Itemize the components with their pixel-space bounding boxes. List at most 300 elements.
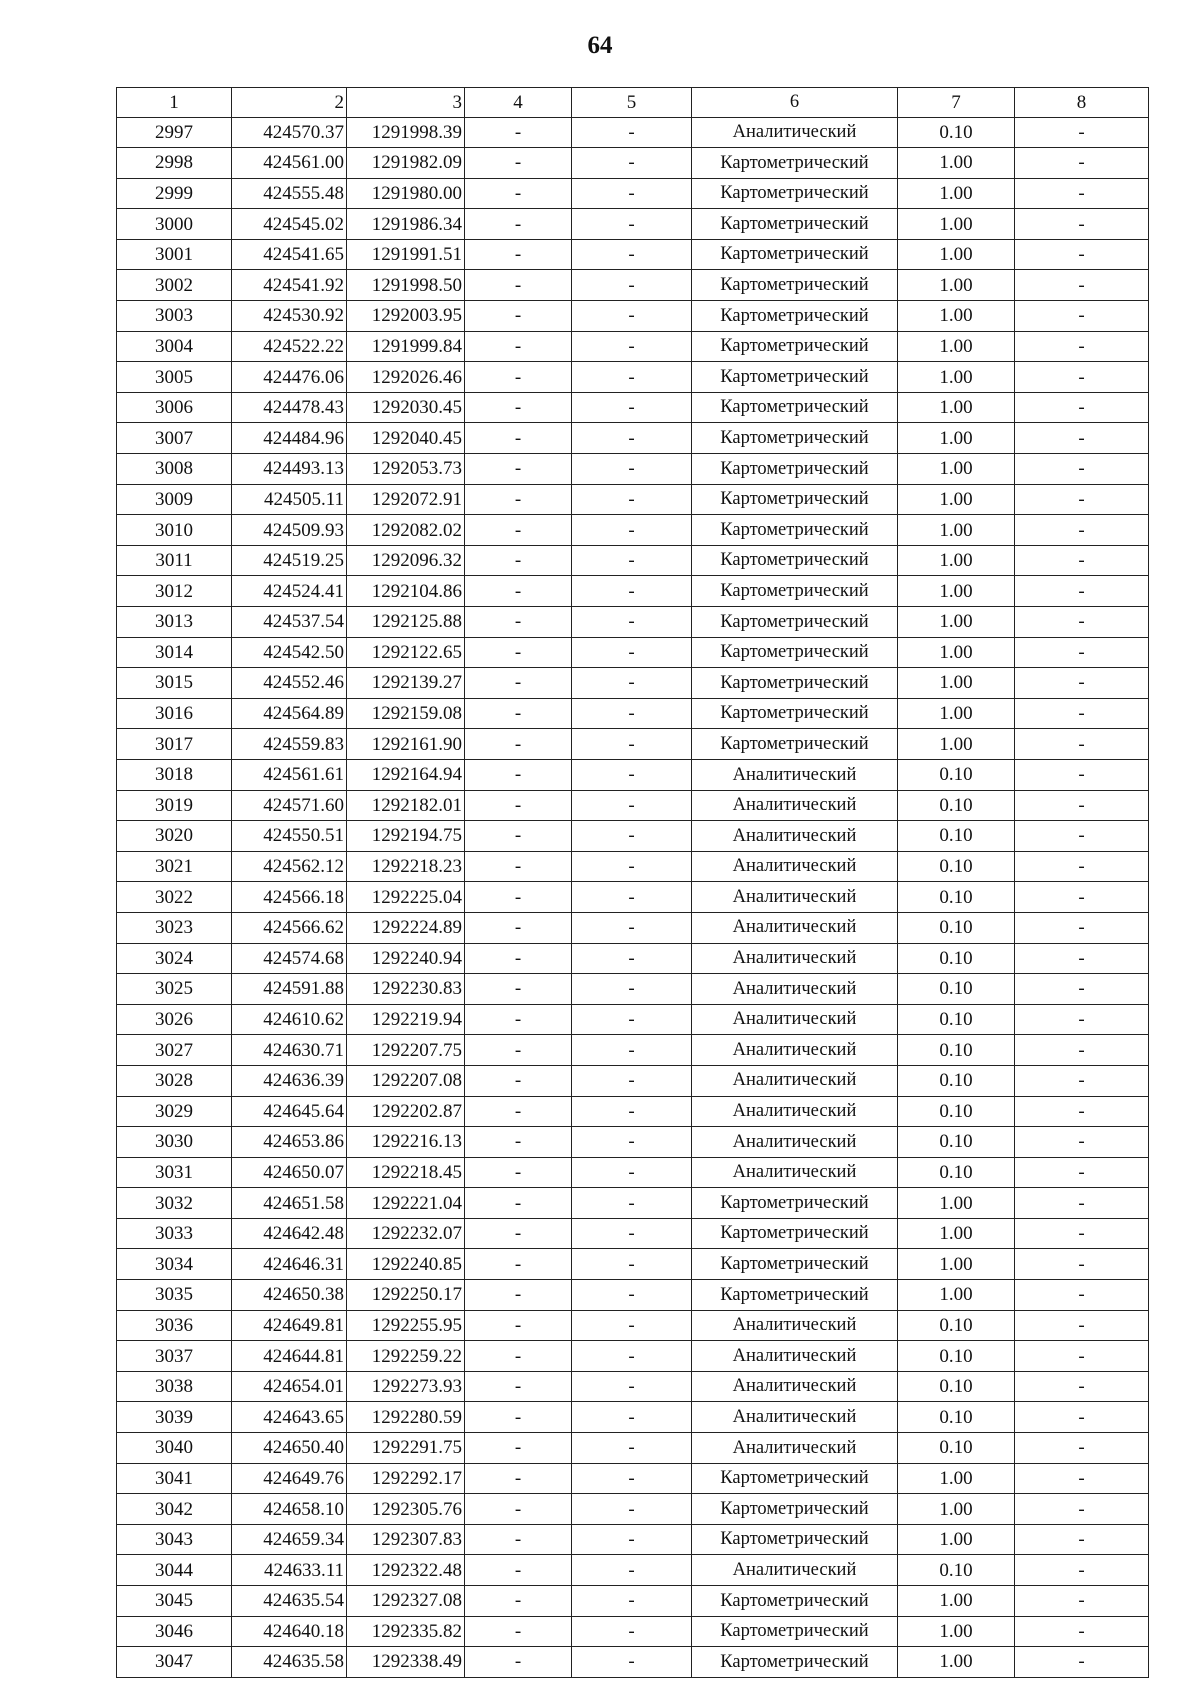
point-number-cell: 3015 <box>117 668 232 699</box>
accuracy-cell: 0.10 <box>898 1157 1015 1188</box>
y-coordinate-cell: 1292219.94 <box>347 1004 465 1035</box>
accuracy-cell: 1.00 <box>898 362 1015 393</box>
table-row <box>117 851 1149 882</box>
col5-cell: - <box>572 515 692 546</box>
table-row <box>117 392 1149 423</box>
method-cell: Картометрический <box>692 515 898 546</box>
col5-cell: - <box>572 1280 692 1311</box>
col5-cell: - <box>572 1341 692 1372</box>
col4-cell: - <box>465 790 572 821</box>
table-row <box>117 515 1149 546</box>
x-coordinate-cell: 424659.34 <box>232 1524 347 1555</box>
y-coordinate-cell: 1292273.93 <box>347 1371 465 1402</box>
col8-cell: - <box>1015 1463 1149 1494</box>
point-number-cell: 3016 <box>117 698 232 729</box>
x-coordinate-cell: 424519.25 <box>232 545 347 576</box>
x-coordinate-cell: 424478.43 <box>232 392 347 423</box>
col8-cell: - <box>1015 576 1149 607</box>
method-cell: Картометрический <box>692 1218 898 1249</box>
point-number-cell: 3009 <box>117 484 232 515</box>
y-coordinate-cell: 1291986.34 <box>347 209 465 240</box>
accuracy-cell: 1.00 <box>898 1647 1015 1678</box>
col5-cell: - <box>572 239 692 270</box>
col8-cell: - <box>1015 423 1149 454</box>
col4-cell: - <box>465 974 572 1005</box>
point-number-cell: 3045 <box>117 1586 232 1617</box>
point-number-cell: 3036 <box>117 1310 232 1341</box>
point-number-cell: 3000 <box>117 209 232 240</box>
method-cell: Аналитический <box>692 1004 898 1035</box>
x-coordinate-cell: 424562.12 <box>232 851 347 882</box>
point-number-cell: 3034 <box>117 1249 232 1280</box>
method-cell: Картометрический <box>692 576 898 607</box>
col4-cell: - <box>465 1371 572 1402</box>
accuracy-cell: 0.10 <box>898 1433 1015 1464</box>
point-number-cell: 3006 <box>117 392 232 423</box>
accuracy-cell: 0.10 <box>898 1402 1015 1433</box>
table-row <box>117 698 1149 729</box>
method-cell: Картометрический <box>692 729 898 760</box>
y-coordinate-cell: 1292202.87 <box>347 1096 465 1127</box>
y-coordinate-cell: 1292207.75 <box>347 1035 465 1066</box>
column-header-4: 4 <box>465 88 572 118</box>
method-cell: Картометрический <box>692 1647 898 1678</box>
x-coordinate-cell: 424561.61 <box>232 759 347 790</box>
y-coordinate-cell: 1292104.86 <box>347 576 465 607</box>
y-coordinate-cell: 1292322.48 <box>347 1555 465 1586</box>
accuracy-cell: 0.10 <box>898 1065 1015 1096</box>
page-number: 64 <box>587 32 613 59</box>
col4-cell: - <box>465 1035 572 1066</box>
table-row <box>117 1586 1149 1617</box>
method-cell: Аналитический <box>692 912 898 943</box>
x-coordinate-cell: 424541.92 <box>232 270 347 301</box>
table-row <box>117 1463 1149 1494</box>
col8-cell: - <box>1015 178 1149 209</box>
method-cell: Аналитический <box>692 1402 898 1433</box>
table-row <box>117 1218 1149 1249</box>
point-number-cell: 2997 <box>117 117 232 148</box>
method-cell: Аналитический <box>692 759 898 790</box>
method-cell: Картометрический <box>692 362 898 393</box>
table-row <box>117 1004 1149 1035</box>
accuracy-cell: 1.00 <box>898 698 1015 729</box>
col5-cell: - <box>572 148 692 179</box>
accuracy-cell: 1.00 <box>898 423 1015 454</box>
x-coordinate-cell: 424574.68 <box>232 943 347 974</box>
col5-cell: - <box>572 759 692 790</box>
x-coordinate-cell: 424644.81 <box>232 1341 347 1372</box>
col4-cell: - <box>465 943 572 974</box>
method-cell: Картометрический <box>692 209 898 240</box>
col8-cell: - <box>1015 1127 1149 1158</box>
table-row <box>117 637 1149 668</box>
col4-cell: - <box>465 148 572 179</box>
x-coordinate-cell: 424545.02 <box>232 209 347 240</box>
point-number-cell: 3023 <box>117 912 232 943</box>
col5-cell: - <box>572 1157 692 1188</box>
method-cell: Картометрический <box>692 454 898 485</box>
point-number-cell: 3012 <box>117 576 232 607</box>
y-coordinate-cell: 1292164.94 <box>347 759 465 790</box>
method-cell: Картометрический <box>692 1524 898 1555</box>
table-row <box>117 668 1149 699</box>
col8-cell: - <box>1015 1280 1149 1311</box>
col8-cell: - <box>1015 1310 1149 1341</box>
col4-cell: - <box>465 270 572 301</box>
col5-cell: - <box>572 576 692 607</box>
y-coordinate-cell: 1292218.45 <box>347 1157 465 1188</box>
col8-cell: - <box>1015 637 1149 668</box>
accuracy-cell: 1.00 <box>898 729 1015 760</box>
x-coordinate-cell: 424555.48 <box>232 178 347 209</box>
col4-cell: - <box>465 668 572 699</box>
col4-cell: - <box>465 1402 572 1433</box>
col8-cell: - <box>1015 545 1149 576</box>
col8-cell: - <box>1015 1647 1149 1678</box>
point-number-cell: 2999 <box>117 178 232 209</box>
col5-cell: - <box>572 668 692 699</box>
col8-cell: - <box>1015 515 1149 546</box>
point-number-cell: 3013 <box>117 607 232 638</box>
x-coordinate-cell: 424552.46 <box>232 668 347 699</box>
col5-cell: - <box>572 1586 692 1617</box>
table-row <box>117 1127 1149 1158</box>
column-header-5: 5 <box>572 88 692 118</box>
table-header-row <box>117 88 1149 118</box>
accuracy-cell: 1.00 <box>898 301 1015 332</box>
point-number-cell: 3014 <box>117 637 232 668</box>
col5-cell: - <box>572 1402 692 1433</box>
accuracy-cell: 0.10 <box>898 1096 1015 1127</box>
col5-cell: - <box>572 331 692 362</box>
y-coordinate-cell: 1291991.51 <box>347 239 465 270</box>
accuracy-cell: 0.10 <box>898 1035 1015 1066</box>
x-coordinate-cell: 424643.65 <box>232 1402 347 1433</box>
y-coordinate-cell: 1291999.84 <box>347 331 465 362</box>
col4-cell: - <box>465 454 572 485</box>
col5-cell: - <box>572 1188 692 1219</box>
col4-cell: - <box>465 1555 572 1586</box>
table-row <box>117 729 1149 760</box>
col8-cell: - <box>1015 117 1149 148</box>
x-coordinate-cell: 424649.81 <box>232 1310 347 1341</box>
y-coordinate-cell: 1292040.45 <box>347 423 465 454</box>
col4-cell: - <box>465 882 572 913</box>
table-row <box>117 790 1149 821</box>
column-header-1: 1 <box>117 88 232 118</box>
method-cell: Картометрический <box>692 423 898 454</box>
accuracy-cell: 0.10 <box>898 974 1015 1005</box>
point-number-cell: 3041 <box>117 1463 232 1494</box>
method-cell: Аналитический <box>692 1371 898 1402</box>
col5-cell: - <box>572 1371 692 1402</box>
point-number-cell: 3047 <box>117 1647 232 1678</box>
accuracy-cell: 0.10 <box>898 790 1015 821</box>
table-row <box>117 1065 1149 1096</box>
accuracy-cell: 1.00 <box>898 576 1015 607</box>
col4-cell: - <box>465 1586 572 1617</box>
col8-cell: - <box>1015 1341 1149 1372</box>
method-cell: Аналитический <box>692 790 898 821</box>
y-coordinate-cell: 1292194.75 <box>347 821 465 852</box>
column-header-7: 7 <box>898 88 1015 118</box>
col5-cell: - <box>572 1218 692 1249</box>
col5-cell: - <box>572 423 692 454</box>
point-number-cell: 3005 <box>117 362 232 393</box>
method-cell: Аналитический <box>692 1065 898 1096</box>
col8-cell: - <box>1015 362 1149 393</box>
x-coordinate-cell: 424550.51 <box>232 821 347 852</box>
accuracy-cell: 1.00 <box>898 392 1015 423</box>
point-number-cell: 3008 <box>117 454 232 485</box>
method-cell: Картометрический <box>692 1280 898 1311</box>
col5-cell: - <box>572 1555 692 1586</box>
table-row <box>117 974 1149 1005</box>
y-coordinate-cell: 1291982.09 <box>347 148 465 179</box>
x-coordinate-cell: 424509.93 <box>232 515 347 546</box>
col5-cell: - <box>572 392 692 423</box>
col8-cell: - <box>1015 301 1149 332</box>
col4-cell: - <box>465 331 572 362</box>
table-row <box>117 239 1149 270</box>
y-coordinate-cell: 1292335.82 <box>347 1616 465 1647</box>
col4-cell: - <box>465 1616 572 1647</box>
x-coordinate-cell: 424658.10 <box>232 1494 347 1525</box>
accuracy-cell: 0.10 <box>898 1371 1015 1402</box>
y-coordinate-cell: 1292230.83 <box>347 974 465 1005</box>
accuracy-cell: 1.00 <box>898 668 1015 699</box>
accuracy-cell: 0.10 <box>898 759 1015 790</box>
y-coordinate-cell: 1292125.88 <box>347 607 465 638</box>
method-cell: Картометрический <box>692 392 898 423</box>
y-coordinate-cell: 1292053.73 <box>347 454 465 485</box>
x-coordinate-cell: 424530.92 <box>232 301 347 332</box>
method-cell: Картометрический <box>692 148 898 179</box>
col5-cell: - <box>572 270 692 301</box>
point-number-cell: 3042 <box>117 1494 232 1525</box>
col5-cell: - <box>572 882 692 913</box>
method-cell: Аналитический <box>692 1555 898 1586</box>
x-coordinate-cell: 424522.22 <box>232 331 347 362</box>
col5-cell: - <box>572 851 692 882</box>
accuracy-cell: 1.00 <box>898 178 1015 209</box>
col5-cell: - <box>572 698 692 729</box>
x-coordinate-cell: 424505.11 <box>232 484 347 515</box>
accuracy-cell: 1.00 <box>898 1218 1015 1249</box>
x-coordinate-cell: 424636.39 <box>232 1065 347 1096</box>
col5-cell: - <box>572 1494 692 1525</box>
method-cell: Картометрический <box>692 270 898 301</box>
table-row <box>117 148 1149 179</box>
table-row <box>117 576 1149 607</box>
table-row <box>117 423 1149 454</box>
point-number-cell: 3028 <box>117 1065 232 1096</box>
point-number-cell: 3038 <box>117 1371 232 1402</box>
point-number-cell: 3026 <box>117 1004 232 1035</box>
y-coordinate-cell: 1292030.45 <box>347 392 465 423</box>
col4-cell: - <box>465 821 572 852</box>
method-cell: Картометрический <box>692 607 898 638</box>
y-coordinate-cell: 1292122.65 <box>347 637 465 668</box>
method-cell: Аналитический <box>692 882 898 913</box>
x-coordinate-cell: 424541.65 <box>232 239 347 270</box>
method-cell: Аналитический <box>692 851 898 882</box>
accuracy-cell: 0.10 <box>898 851 1015 882</box>
col5-cell: - <box>572 1035 692 1066</box>
y-coordinate-cell: 1292232.07 <box>347 1218 465 1249</box>
method-cell: Аналитический <box>692 1310 898 1341</box>
col8-cell: - <box>1015 454 1149 485</box>
y-coordinate-cell: 1292182.01 <box>347 790 465 821</box>
col8-cell: - <box>1015 1555 1149 1586</box>
col4-cell: - <box>465 178 572 209</box>
accuracy-cell: 1.00 <box>898 239 1015 270</box>
col8-cell: - <box>1015 270 1149 301</box>
x-coordinate-cell: 424635.54 <box>232 1586 347 1617</box>
col4-cell: - <box>465 759 572 790</box>
col8-cell: - <box>1015 1218 1149 1249</box>
method-cell: Картометрический <box>692 301 898 332</box>
accuracy-cell: 0.10 <box>898 943 1015 974</box>
col8-cell: - <box>1015 1065 1149 1096</box>
col8-cell: - <box>1015 882 1149 913</box>
point-number-cell: 3017 <box>117 729 232 760</box>
x-coordinate-cell: 424493.13 <box>232 454 347 485</box>
point-number-cell: 3043 <box>117 1524 232 1555</box>
y-coordinate-cell: 1292240.94 <box>347 943 465 974</box>
col5-cell: - <box>572 1004 692 1035</box>
y-coordinate-cell: 1291998.39 <box>347 117 465 148</box>
col5-cell: - <box>572 1249 692 1280</box>
y-coordinate-cell: 1292096.32 <box>347 545 465 576</box>
point-number-cell: 3031 <box>117 1157 232 1188</box>
col8-cell: - <box>1015 1249 1149 1280</box>
col4-cell: - <box>465 239 572 270</box>
y-coordinate-cell: 1292327.08 <box>347 1586 465 1617</box>
method-cell: Аналитический <box>692 1157 898 1188</box>
method-cell: Аналитический <box>692 1127 898 1158</box>
method-cell: Картометрический <box>692 1249 898 1280</box>
col4-cell: - <box>465 729 572 760</box>
method-cell: Картометрический <box>692 239 898 270</box>
table-row <box>117 912 1149 943</box>
x-coordinate-cell: 424640.18 <box>232 1616 347 1647</box>
table-row <box>117 943 1149 974</box>
table-row <box>117 1647 1149 1678</box>
x-coordinate-cell: 424653.86 <box>232 1127 347 1158</box>
col8-cell: - <box>1015 1433 1149 1464</box>
table-row <box>117 331 1149 362</box>
table-row <box>117 270 1149 301</box>
method-cell: Картометрический <box>692 668 898 699</box>
y-coordinate-cell: 1292250.17 <box>347 1280 465 1311</box>
col5-cell: - <box>572 362 692 393</box>
accuracy-cell: 0.10 <box>898 1555 1015 1586</box>
x-coordinate-cell: 424591.88 <box>232 974 347 1005</box>
accuracy-cell: 1.00 <box>898 1280 1015 1311</box>
col5-cell: - <box>572 1647 692 1678</box>
col4-cell: - <box>465 1004 572 1035</box>
col5-cell: - <box>572 1127 692 1158</box>
point-number-cell: 3027 <box>117 1035 232 1066</box>
accuracy-cell: 1.00 <box>898 1524 1015 1555</box>
table-row <box>117 1157 1149 1188</box>
table-row <box>117 484 1149 515</box>
col4-cell: - <box>465 1157 572 1188</box>
table-row <box>117 1555 1149 1586</box>
col8-cell: - <box>1015 912 1149 943</box>
table-row <box>117 607 1149 638</box>
point-number-cell: 3046 <box>117 1616 232 1647</box>
col5-cell: - <box>572 1463 692 1494</box>
column-header-6: 6 <box>692 88 898 118</box>
col4-cell: - <box>465 1310 572 1341</box>
table-row <box>117 362 1149 393</box>
point-number-cell: 3037 <box>117 1341 232 1372</box>
col8-cell: - <box>1015 790 1149 821</box>
col8-cell: - <box>1015 698 1149 729</box>
method-cell: Картометрический <box>692 1188 898 1219</box>
table-row <box>117 1494 1149 1525</box>
accuracy-cell: 0.10 <box>898 882 1015 913</box>
col8-cell: - <box>1015 1402 1149 1433</box>
table-row <box>117 821 1149 852</box>
col4-cell: - <box>465 637 572 668</box>
y-coordinate-cell: 1292255.95 <box>347 1310 465 1341</box>
method-cell: Аналитический <box>692 1035 898 1066</box>
col8-cell: - <box>1015 607 1149 638</box>
col5-cell: - <box>572 1065 692 1096</box>
x-coordinate-cell: 424524.41 <box>232 576 347 607</box>
table-row <box>117 545 1149 576</box>
y-coordinate-cell: 1292161.90 <box>347 729 465 760</box>
col8-cell: - <box>1015 148 1149 179</box>
col8-cell: - <box>1015 392 1149 423</box>
point-number-cell: 3002 <box>117 270 232 301</box>
col5-cell: - <box>572 912 692 943</box>
col4-cell: - <box>465 117 572 148</box>
accuracy-cell: 1.00 <box>898 637 1015 668</box>
col4-cell: - <box>465 698 572 729</box>
x-coordinate-cell: 424645.64 <box>232 1096 347 1127</box>
col8-cell: - <box>1015 1586 1149 1617</box>
x-coordinate-cell: 424484.96 <box>232 423 347 454</box>
col4-cell: - <box>465 1096 572 1127</box>
col4-cell: - <box>465 1127 572 1158</box>
table-row <box>117 1402 1149 1433</box>
col4-cell: - <box>465 423 572 454</box>
method-cell: Аналитический <box>692 1341 898 1372</box>
col4-cell: - <box>465 545 572 576</box>
col4-cell: - <box>465 851 572 882</box>
y-coordinate-cell: 1292072.91 <box>347 484 465 515</box>
column-header-3: 3 <box>347 88 465 118</box>
col5-cell: - <box>572 607 692 638</box>
y-coordinate-cell: 1292240.85 <box>347 1249 465 1280</box>
accuracy-cell: 1.00 <box>898 484 1015 515</box>
table-row <box>117 1249 1149 1280</box>
x-coordinate-cell: 424633.11 <box>232 1555 347 1586</box>
col8-cell: - <box>1015 759 1149 790</box>
table-row <box>117 209 1149 240</box>
y-coordinate-cell: 1292216.13 <box>347 1127 465 1158</box>
accuracy-cell: 1.00 <box>898 1188 1015 1219</box>
y-coordinate-cell: 1292207.08 <box>347 1065 465 1096</box>
accuracy-cell: 0.10 <box>898 1310 1015 1341</box>
col5-cell: - <box>572 729 692 760</box>
point-number-cell: 3025 <box>117 974 232 1005</box>
